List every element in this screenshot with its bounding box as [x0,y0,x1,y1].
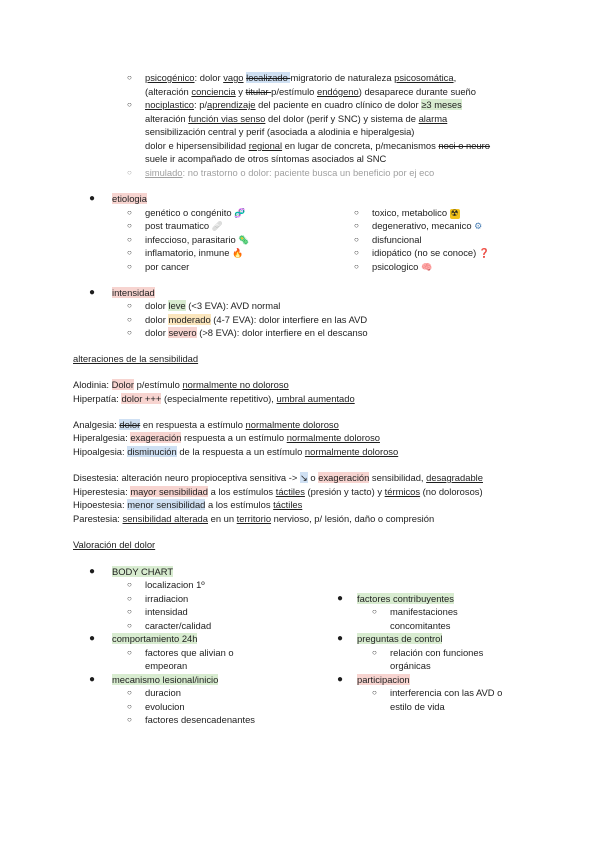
radioactive-icon: ☢ [450,209,459,219]
bullet-nociplastico: ○ [127,100,132,109]
etiologia-heading: etiologia [112,193,147,204]
list-item: inflamatorio, inmune 🔥 [145,247,244,259]
def-parestesia: Parestesia: sensibilidad alterada en un territorio nervioso, p/ lesión, daño o compresión [73,513,435,524]
fire-icon: 🔥 [232,249,244,259]
def-analgesia: Analgesia: dolor en respuesta a estímulo normalmente doloroso [73,419,339,430]
list-item: intensidad [145,606,188,617]
def-hiperestesia: Hiperestesia: mayor sensibilidad a los estímulos táctiles (presión y tacto) y térmicos (no dolorosos) [73,486,483,497]
factores-heading: factores contribuyentes [357,593,454,604]
psicogenico-line-2: (alteración conciencia y titular p/estímulo endógeno) desaparece durante sueño [145,86,476,97]
list-item: infeccioso, parasitario 🦠 [145,234,250,246]
bullet-intensidad: ● [89,287,96,298]
def-alodinia: Alodinia: Dolor p/estímulo normalmente no doloroso [73,379,289,390]
list-item: idiopático (no se conoce) ❓ [372,247,491,259]
dna-icon: 🧬 [234,209,246,219]
def-hipoalgesia: Hipoalgesia: disminución de la respuesta a un estímulo normalmente doloroso [73,446,399,457]
section-title-valoracion: Valoración del dolor [73,539,156,550]
question-icon: ❓ [478,249,491,259]
intensidad-heading: intensidad [112,287,155,298]
list-item: manifestaciones [390,606,458,617]
psicogenico-line-1: psicogénico: dolor vago localizado migratorio de naturaleza psicosomática, [145,72,457,83]
bandage-icon: 🩹 [211,222,223,232]
list-item: irradiacion [145,593,189,604]
list-item: toxico, metabolico ☢ [372,207,459,219]
term-psicogenico: psicogénico [145,72,195,83]
term-nociplastico: nociplastico [145,99,194,110]
def-hiperpatia: Hiperpatía: dolor +++ (especialmente repetitivo), umbral aumentado [73,393,355,404]
list-item: duracion [145,687,181,698]
participacion-heading: participacion [357,674,410,685]
def-hiperalgesia: Hiperalgesia: exageración respuesta a un estímulo normalmente doloroso [73,432,380,443]
nociplastico-line-1: nociplastico: p/aprendizaje del paciente en cuadro clínico de dolor ≥3 meses [145,99,462,110]
intensidad-leve: dolor leve (<3 EVA): AVD normal [145,300,281,311]
simulado-line: simulado: no trastorno o dolor: paciente busca un beneficio por ej eco [145,167,435,178]
def-hipoestesia: Hipoestesia: menor sensibilidad a los estímulos táctiles [73,499,303,510]
list-item: factores que alivian o [145,647,234,658]
arrow-down-icon: ↘ [299,472,308,483]
def-disestesia: Disestesia: alteración neuro propioceptiva sensitiva -> ↘ o exageración sensibilidad, desagradable [73,472,483,483]
nociplastico-line-5: suele ir acompañado de otros síntomas asociados al SNC [145,153,387,164]
list-item: localizacion 1º [145,579,205,590]
comportamiento-heading: comportamiento 24h [112,633,198,644]
list-item: post traumatico 🩹 [145,220,223,232]
list-item: psicologico 🧠 [372,261,433,273]
gear-icon: ⚙ [474,222,483,232]
mecanismo-heading: mecanismo lesional/inicio [112,674,219,685]
brain-icon: 🧠 [421,263,433,273]
list-item: evolucion [145,701,185,712]
section-title-sensibilidad: alteraciones de la sensibilidad [73,353,199,364]
list-item: disfuncional [372,234,422,245]
list-item: genético o congénito 🧬 [145,207,246,219]
preguntas-heading: preguntas de control [357,633,443,644]
nociplastico-line-4: dolor e hipersensibilidad regional en lugar de concreta, p/mecanismos noci o neuro [145,140,491,151]
body-chart-heading: BODY CHART [112,566,174,577]
list-item: empeoran [145,660,188,671]
nociplastico-line-2: alteración función vias senso del dolor (perif y SNC) y sistema de alarma [145,113,448,124]
bullet-etiologia: ● [89,193,96,204]
bullet-simulado: ○ [127,168,132,177]
intensidad-severo: dolor severo (>8 EVA): dolor interfiere en el descanso [145,327,368,338]
list-item: estilo de vida [390,701,445,712]
bullet-psicogenico: ○ [127,73,132,82]
list-item: factores desencadenantes [145,714,255,725]
list-item: por cancer [145,261,190,272]
microbe-icon: 🦠 [238,236,250,246]
list-item: degenerativo, mecanico ⚙ [372,220,483,232]
term-simulado: simulado [145,167,183,178]
intensidad-moderado: dolor moderado (4-7 EVA): dolor interfiere en las AVD [145,314,368,325]
list-item: concomitantes [390,620,451,631]
list-item: interferencia con las AVD o [390,687,503,698]
list-item: caracter/calidad [145,620,212,631]
page: ○ psicogénico: dolor vago localizado migratorio de naturaleza psicosomática, (alteración conciencia y titular p/estímulo endógeno) desaparece durante sueño ○ nociplastico: p/aprendizaje del paciente en cuadro clínico de dolor ≥3 meses alteración función vias senso del dolor (perif y SNC) y sistema de alarma sensibilización central y perif (asociada a alodinia e hiperalgesia) dolor e hipersensibilidad regional en lugar de concreta, p/mecanismos noci o neuro suele ir acompañado de otros síntomas asociados al SNC ○ simulado: no trastorno o dolor: paciente busca un beneficio por ej eco ● etiologia ○ genético o congénito 🧬 ○ post traumatico 🩹 ○ infeccioso, parasitario 🦠 ○ inflamatorio, inmune 🔥 ○ por cancer ○ toxico, metabolico ☢ ○ degenerativo, mecanico ⚙ ○ disfuncional ○ idiopático (no se conoce) ❓ ○ psicologico 🧠 ● intensidad ○ dolor leve (<3 EVA): AVD normal ○ dolor moderado (4-7 EVA): dolor interfiere en las AVD ○ dolor severo (>8 EVA): dolor interfiere en el descanso alteraciones de la sensibilidad Alodinia: Dolor p/estímulo normalmente no doloroso Hiperpatía: dolor +++ (especialmente repetitivo), umbral aumentado Analgesia: dolor en respuesta a estímulo normalmente doloroso Hiperalgesia: exageración respuesta a un estímulo normalmente doloroso Hipoalgesia: disminución de la respuesta a un estímulo normalmente doloroso Disestesia: alteración neuro propioceptiva sensitiva -> ↘ o exageración sensibilidad, desagradable Hiperestesia: mayor sensibilidad a los estímulos táctiles (presión y tacto) y térmicos (no dolorosos) Hipoestesia: menor sensibilidad a los estímulos táctiles Parestesia: sensibilidad alterada en un territorio nervioso, p/ lesión, daño o compresión Valoración del dolor ● BODY CHART ○ localizacion 1º ○ irradiacion ○ intensidad ○ caracter/calidad ● comportamiento 24h ○ factores que alivian o empeoran ● mecanismo lesional/inicio ○ duracion ○ evolucion ○ factores desencadenantes ● factores contribuyentes ○ manifestaciones concomitantes ● preguntas de control ○ relación con funciones orgánicas ● participacion ○ interferencia con las AVD o estilo de vida [73,72,503,725]
list-item: relación con funciones [390,647,484,658]
list-item: orgánicas [390,660,431,671]
nociplastico-line-3: sensibilización central y perif (asociada a alodinia e hiperalgesia) [145,126,415,137]
